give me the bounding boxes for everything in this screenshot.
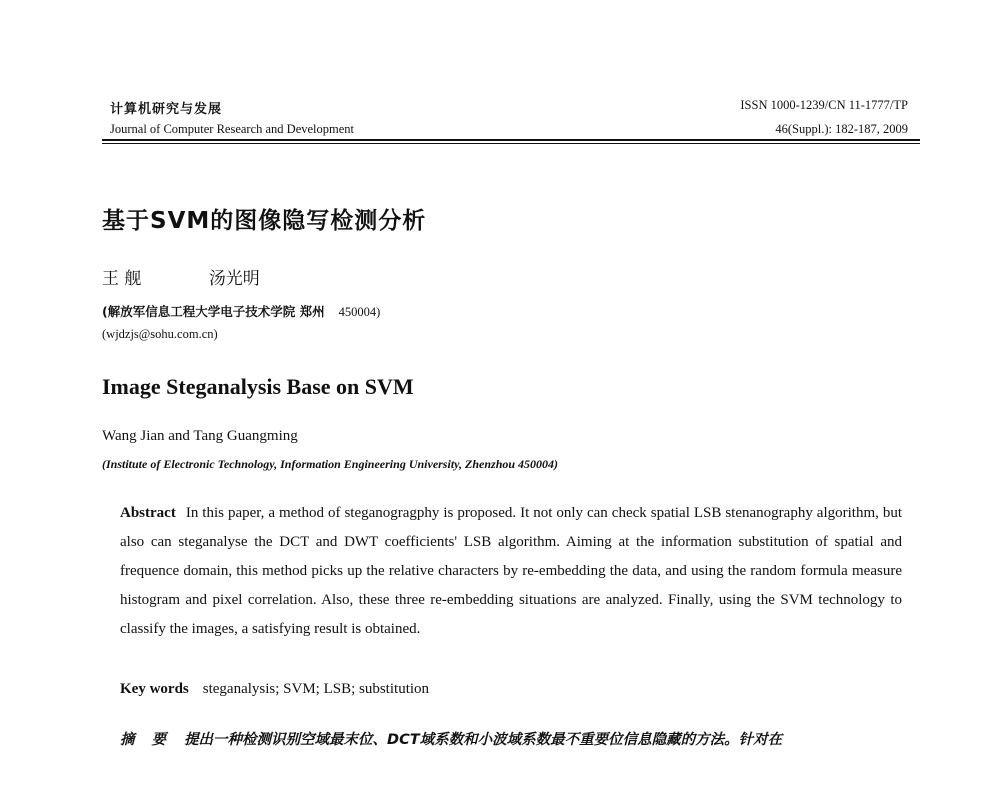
keywords-label: Key words xyxy=(120,681,189,697)
summary-cn-text: 提出一种检测识别空域最末位、DCT域系数和小波域系数最不重要位信息隐藏的方法。针对在 xyxy=(184,732,783,748)
journal-title-en: Journal of Computer Research and Development xyxy=(110,122,355,136)
summary-cn-paragraph xyxy=(120,727,910,787)
affiliation-cn xyxy=(102,302,380,320)
abstract-paragraph xyxy=(120,499,902,644)
abstract-text: In this paper, a method of steganogragphy is proposed. It not only can check spatial LSB stenanography algorithm, but also can steganalyse the DCT and DWT coefficients' LSB algorithm. Aiming at the information substitution of spatial and frequence domain, this method picks up the relative characters by re-embedding the data, and using the random formula measure histogram and pixel correlation. Also, these three re-embedding situations are analyzed. Finally, using the SVM technology to classify the images, a satisfying result is obtained. xyxy=(120,505,902,637)
authors-en: Wang Jian and Tang Guangming xyxy=(102,428,298,444)
summary-cn-label: 摘 要 xyxy=(120,732,173,748)
journal-title-cn: 计算机研究与发展 xyxy=(110,102,223,117)
authors-cn xyxy=(102,264,260,289)
header-rule-thin xyxy=(102,143,920,144)
keywords-text: steganalysis; SVM; LSB; substitution xyxy=(202,681,430,697)
author-cn-2: 汤光明 xyxy=(208,269,260,289)
author-cn-1: 王 舰 xyxy=(102,269,142,289)
abstract-label: Abstract xyxy=(120,505,176,521)
author-email: (wjdzjs@sohu.com.cn) xyxy=(102,327,218,341)
volume-pages: 46(Suppl.): 182-187, 2009 xyxy=(775,122,908,136)
postcode: 450004) xyxy=(338,305,381,319)
paper-title-en: Image Steganalysis Base on SVM xyxy=(102,374,414,399)
header-rule-thick xyxy=(102,139,920,141)
keywords-line xyxy=(120,681,429,698)
issn-line: ISSN 1000-1239/CN 11-1777/TP xyxy=(740,98,908,112)
paper-title-cn: 基于SVM的图像隐写检测分析 xyxy=(102,208,427,234)
affiliation-cn-text: (解放军信息工程大学电子技术学院 郑州 xyxy=(102,304,325,319)
affiliation-en: (Institute of Electronic Technology, Information Engineering University, Zhenzhou 450004) xyxy=(102,457,559,471)
